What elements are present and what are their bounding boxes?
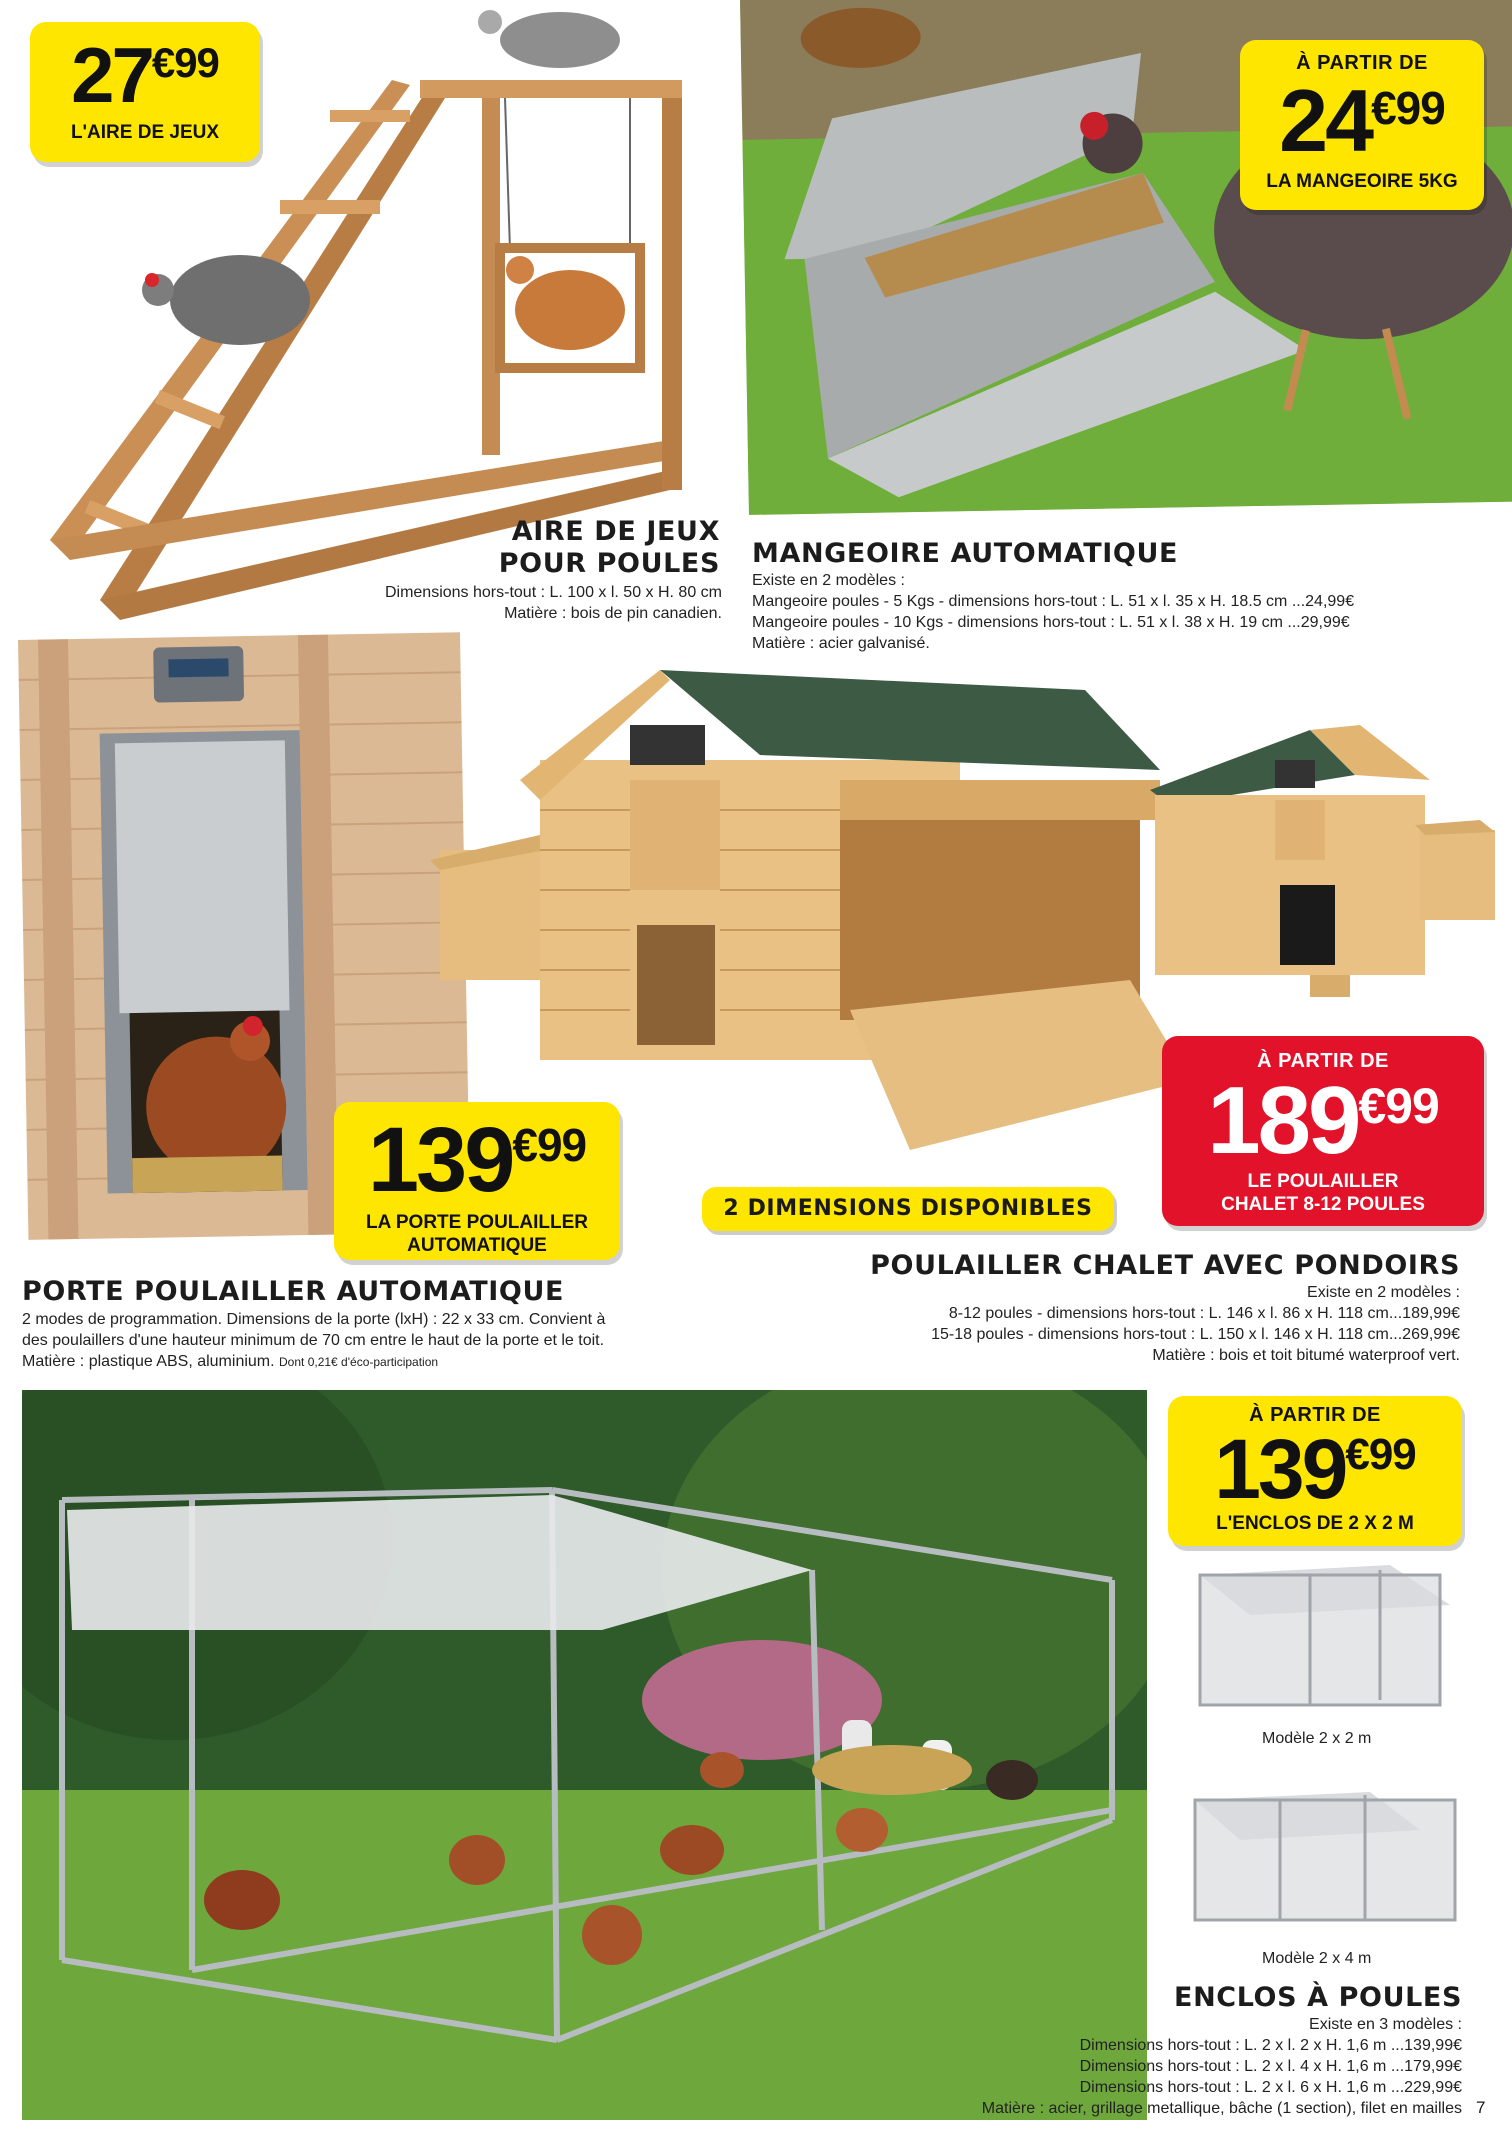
play-area-description <box>300 582 722 624</box>
enclosure-price-prefix: À PARTIR DE <box>1249 1404 1381 1426</box>
chalet-price-int: 189 <box>1207 1067 1359 1174</box>
feeder-price-tag <box>1240 40 1484 210</box>
eco-participation-note: Dont 0,21€ d'éco-participation <box>279 1355 439 1369</box>
play-area-title <box>420 516 720 580</box>
chalet-desc-line: 8-12 poules - dimensions hors-tout : L. 146 x l. 86 x H. 118 cm...189,99€ <box>948 1305 1460 1322</box>
enclosure-desc-line: Existe en 3 modèles : <box>1309 2016 1462 2033</box>
door-caption-line-2: AUTOMATIQUE <box>407 1234 547 1256</box>
chalet-small-photo <box>1140 710 1500 1010</box>
chalet-caption-line-2: CHALET 8-12 POULES <box>1221 1193 1425 1215</box>
chalet-large-photo <box>430 650 1190 1160</box>
feeder-title: MANGEOIRE AUTOMATIQUE <box>752 538 1179 569</box>
feeder-price-prefix: À PARTIR DE <box>1296 52 1428 74</box>
chalet-caption-line-1: LE POULAILLER <box>1247 1171 1399 1192</box>
enclosure-desc-line: Dimensions hors-tout : L. 2 x l. 4 x H. 1,6 m ...179,99€ <box>1079 2058 1462 2075</box>
play-area-title-line-2: POUR POULES <box>498 548 720 579</box>
chalet-price-cents: €99 <box>1358 1078 1439 1134</box>
play-area-price-cents: €99 <box>151 39 219 86</box>
enclosure-photo <box>22 1390 1147 2120</box>
enclosure-caption: L'ENCLOS DE 2 X 2 M <box>1216 1513 1414 1534</box>
enclosure-price-int: 139 <box>1214 1422 1346 1516</box>
dimensions-available-badge: 2 DIMENSIONS DISPONIBLES <box>702 1187 1114 1231</box>
feeder-price-int: 24 <box>1279 71 1372 170</box>
door-desc-line: Matière : plastique ABS, aluminium. <box>22 1353 275 1370</box>
chalet-desc-line: 15-18 poules - dimensions hors-tout : L. 150 x l. 146 x H. 118 cm...269,99€ <box>931 1326 1460 1343</box>
chalet-desc-line: Matière : bois et toit bitumé waterproof vert. <box>1152 1347 1460 1364</box>
chalet-price-tag <box>1162 1036 1484 1226</box>
enclosure-model-2x2-label: Modèle 2 x 2 m <box>1262 1730 1372 1747</box>
page-number: 7 <box>1476 2098 1486 2117</box>
enclosure-description <box>830 2014 1462 2119</box>
feeder-desc-line: Existe en 2 modèles : <box>752 572 905 589</box>
enclosure-2x4-photo <box>1190 1780 1480 1940</box>
play-area-price-tag <box>30 22 260 162</box>
feeder-desc-line: Mangeoire poules - 10 Kgs - dimensions hors-tout : L. 51 x l. 38 x H. 19 cm ...29,99€ <box>752 614 1350 631</box>
feeder-desc-line: Matière : acier galvanisé. <box>752 635 930 652</box>
enclosure-desc-line: Matière : acier, grillage metallique, bâche (1 section), filet en mailles <box>981 2100 1462 2117</box>
feeder-desc-line: Mangeoire poules - 5 Kgs - dimensions hors-tout : L. 51 x l. 35 x H. 18.5 cm ...24,99€ <box>752 593 1355 610</box>
enclosure-desc-line: Dimensions hors-tout : L. 2 x l. 2 x H. 1,6 m ...139,99€ <box>1079 2037 1462 2054</box>
play-area-caption: L'AIRE DE JEUX <box>70 122 220 143</box>
chalet-price-prefix: À PARTIR DE <box>1257 1050 1389 1072</box>
feeder-description <box>752 570 1354 654</box>
door-desc-line: des poulaillers d'une hauteur minimum de 70 cm entre le haut de la porte et le toit. <box>22 1332 605 1349</box>
door-price-int: 139 <box>367 1109 513 1211</box>
chalet-description <box>760 1282 1460 1366</box>
chalet-title: POULAILLER CHALET AVEC PONDOIRS <box>870 1250 1460 1281</box>
door-desc-line: 2 modes de programmation. Dimensions de la porte (lxH) : 22 x 33 cm. Convient à <box>22 1311 606 1328</box>
enclosure-model-2x4-label: Modèle 2 x 4 m <box>1262 1950 1372 1967</box>
enclosure-title: ENCLOS À POULES <box>1174 1982 1462 2013</box>
door-price-cents: €99 <box>512 1119 587 1171</box>
play-area-title-line-1: AIRE DE JEUX <box>511 516 720 547</box>
enclosure-price-tag <box>1168 1396 1462 1546</box>
enclosure-2x2-photo <box>1190 1555 1480 1725</box>
door-caption-line-1: LA PORTE POULAILLER <box>365 1212 589 1233</box>
chalet-desc-line: Existe en 2 modèles : <box>1307 1284 1460 1301</box>
door-description <box>22 1309 605 1373</box>
play-area-price-int: 27 <box>71 31 152 119</box>
feeder-caption: LA MANGEOIRE 5KG <box>1266 171 1458 192</box>
play-area-desc-line: Dimensions hors-tout : L. 100 x l. 50 x H. 80 cm <box>384 584 722 601</box>
enclosure-desc-line: Dimensions hors-tout : L. 2 x l. 6 x H. 1,6 m ...229,99€ <box>1079 2079 1462 2096</box>
feeder-price-cents: €99 <box>1371 82 1445 134</box>
play-area-desc-line: Matière : bois de pin canadien. <box>504 605 722 622</box>
door-title: PORTE POULAILLER AUTOMATIQUE <box>22 1276 565 1307</box>
enclosure-price-cents: €99 <box>1345 1430 1416 1479</box>
